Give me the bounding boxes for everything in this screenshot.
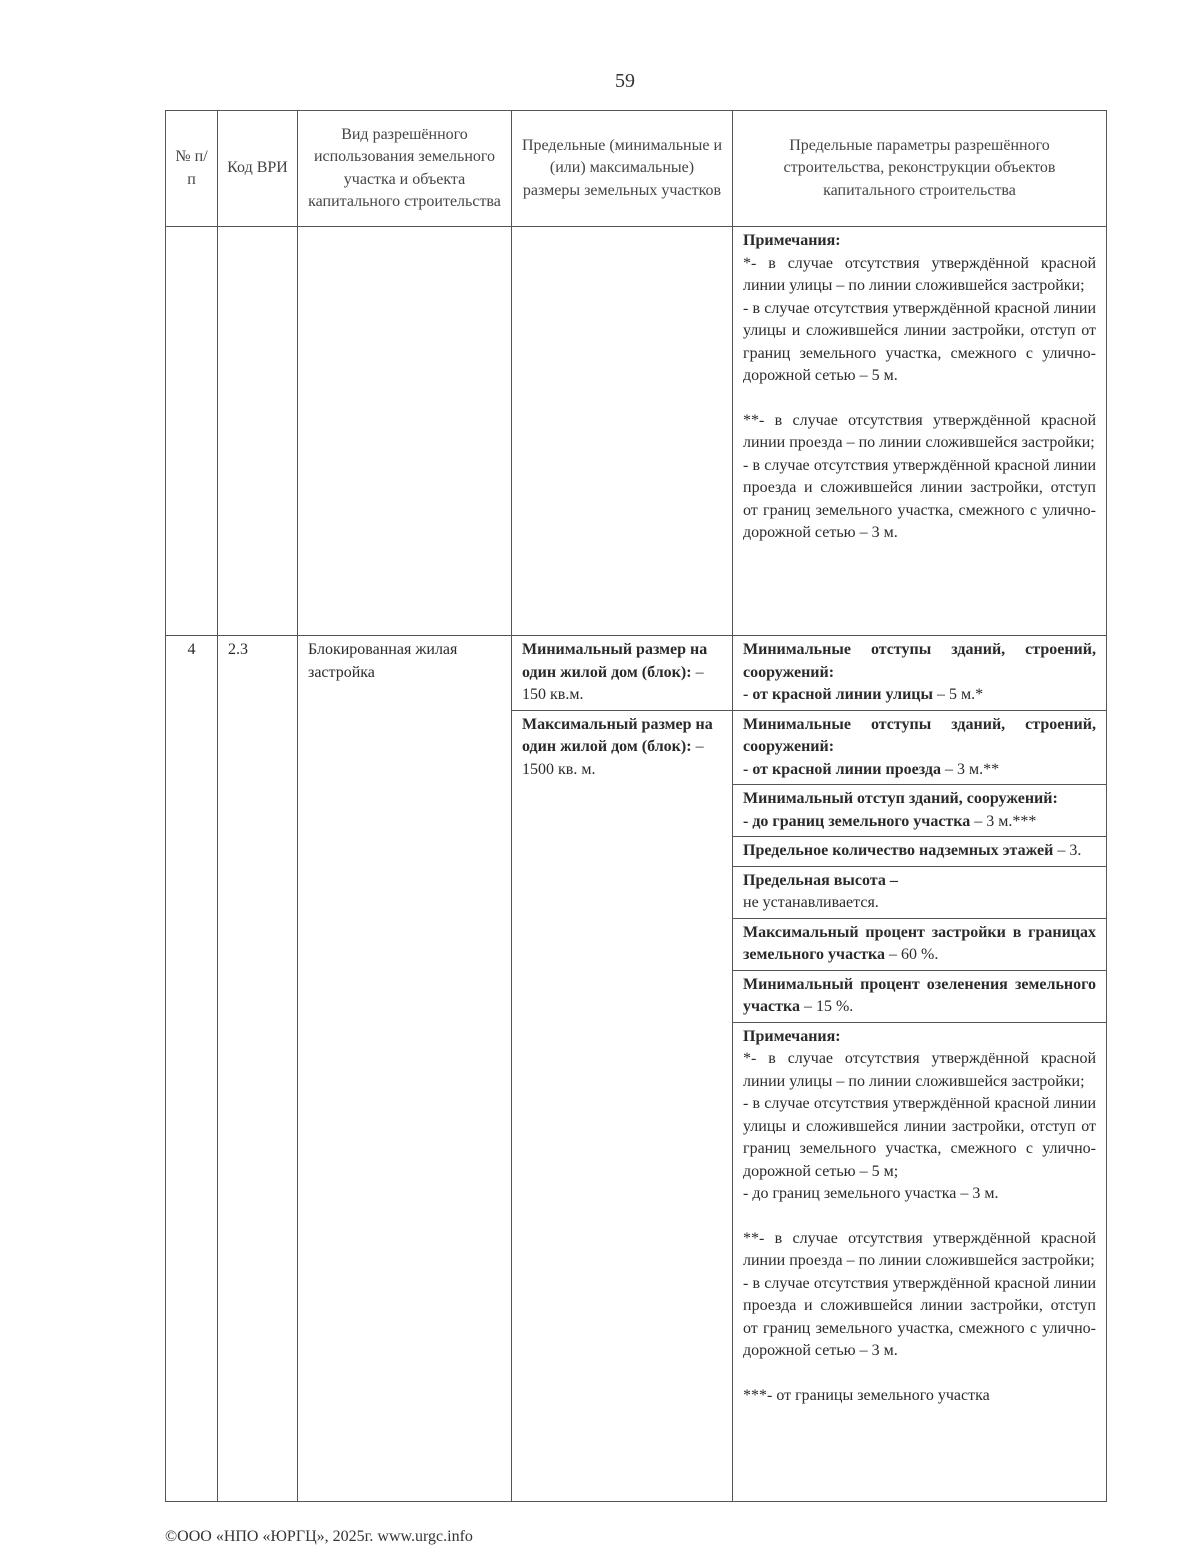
header-vri: Вид разрешённого использования земельного участка и объекта капитального строительства: [298, 111, 512, 227]
table-row-4: [166, 636, 1107, 711]
param-height: [733, 866, 1107, 918]
page-number: 59: [615, 70, 635, 92]
header-params: Предельные параметры разрешённого строительства, реконструкции объектов капитального строительства: [733, 111, 1107, 227]
header-sizes: Предельные (минимальные и (или) максимальные) размеры земельных участков: [512, 111, 733, 227]
size-max-value-2: 1500 кв. м.: [522, 760, 596, 778]
param-tail: – 15 %.: [799, 998, 854, 1015]
size-max-label: Максимальный размер на один жилой дом (блок):: [522, 715, 713, 755]
param-title: Минимальные отступы зданий, строений, сооружений:: [743, 715, 1096, 755]
note-paragraph: **- в случае отсутствия утверждённой красной линии проезда – по линии сложившейся застройки;: [743, 1229, 1096, 1269]
zoning-parameters-table: [165, 110, 1107, 1502]
param-setback-street: [733, 636, 1107, 711]
note-paragraph: *- в случае отсутствия утверждённой красной линии улицы – по линии сложившейся застройки;: [743, 1050, 1096, 1090]
param-value: - до границ земельного участка: [743, 812, 971, 830]
note-paragraph: *- в случае отсутствия утверждённой красной линии улицы – по линии сложившейся застройки;: [743, 254, 1096, 294]
param-title: Минимальный отступ зданий, сооружений:: [743, 790, 1058, 807]
row-num: 4: [166, 636, 218, 1502]
param-building-percent: [733, 918, 1107, 970]
row4-notes-cell: [733, 1022, 1107, 1501]
note-paragraph: - в случае отсутствия утверждённой красной линии проезда и сложившейся линии застройки, отступ от границ земельного участка, смежного с улично-дорожной сетью – 3 м.: [743, 456, 1096, 541]
cont-code-cell: [218, 227, 298, 636]
param-value: - от красной линии улицы: [743, 686, 933, 703]
param-title: Предельное количество надземных этажей: [743, 842, 1054, 859]
param-title: Минимальный процент озеленения земельного участка: [743, 975, 1096, 1015]
param-tail: – 60 %.: [885, 946, 939, 963]
page-footer: ©ООО «НПО «ЮРГЦ», 2025г. www.urgc.info: [165, 1528, 473, 1545]
param-title: Максимальный процент застройки в границах земельного участка: [743, 923, 1096, 963]
param-tail: – 3 м.**: [940, 760, 1000, 778]
note-paragraph: - в случае отсутствия утверждённой красной линии проезда и сложившейся линии застройки, отступ от границ земельного участка, смежного с улично-дорожной сетью – 3 м.: [743, 1274, 1096, 1359]
param-title: Предельная высота –: [743, 871, 898, 889]
param-tail: – 5 м.*: [933, 686, 984, 703]
size-max-value: –: [691, 738, 704, 755]
note-paragraph: - в случае отсутствия утверждённой красной линии улицы и сложившейся линии застройки, отступ от границ земельного участка, смежного с улично-дорожной сетью – 5 м;: [743, 1095, 1096, 1180]
size-min-value: –150 кв.м.: [522, 663, 704, 703]
cont-size-cell: [512, 227, 733, 636]
size-max-cell: [512, 710, 733, 1501]
param-floors: [733, 837, 1107, 867]
size-min-cell: [512, 636, 733, 711]
header-code: Код ВРИ: [218, 111, 298, 227]
notes-title: Примечания:: [743, 1027, 841, 1045]
param-title: Минимальные отступы зданий, строений, сооружений:: [743, 641, 1096, 681]
notes-title: Примечания:: [743, 232, 841, 249]
note-paragraph: - до границ земельного участка – 3 м.: [743, 1185, 999, 1202]
cont-num-cell: [166, 227, 218, 636]
param-value: - от красной линии проезда: [743, 760, 941, 778]
note-paragraph: ***- от границы земельного участка: [743, 1386, 990, 1404]
param-greenery-percent: [733, 970, 1107, 1022]
param-tail: – 3.: [1053, 842, 1082, 859]
cont-notes-cell: [733, 227, 1107, 636]
param-tail: не устанавливается.: [743, 894, 879, 911]
cont-vri-cell: [298, 227, 512, 636]
table-header-row: [166, 111, 1107, 227]
header-num: № п/п: [166, 111, 218, 227]
param-tail: – 3 м.***: [970, 812, 1037, 830]
note-paragraph: - в случае отсутствия утверждённой красной линии улицы и сложившейся линии застройки, отступ от границ земельного участка, смежного с улично-дорожной сетью – 5 м.: [743, 299, 1096, 384]
row-vri: Блокированная жилая застройка: [298, 636, 512, 1502]
param-setback-boundary: [733, 785, 1107, 837]
note-paragraph: **- в случае отсутствия утверждённой красной линии проезда – по линии сложившейся застройки;: [743, 411, 1096, 451]
table-row-continuation: [166, 227, 1107, 636]
size-min-label: Минимальный размер на один жилой дом (блок):: [522, 641, 708, 681]
param-setback-driveway: [733, 710, 1107, 785]
row-code: 2.3: [218, 636, 298, 1502]
